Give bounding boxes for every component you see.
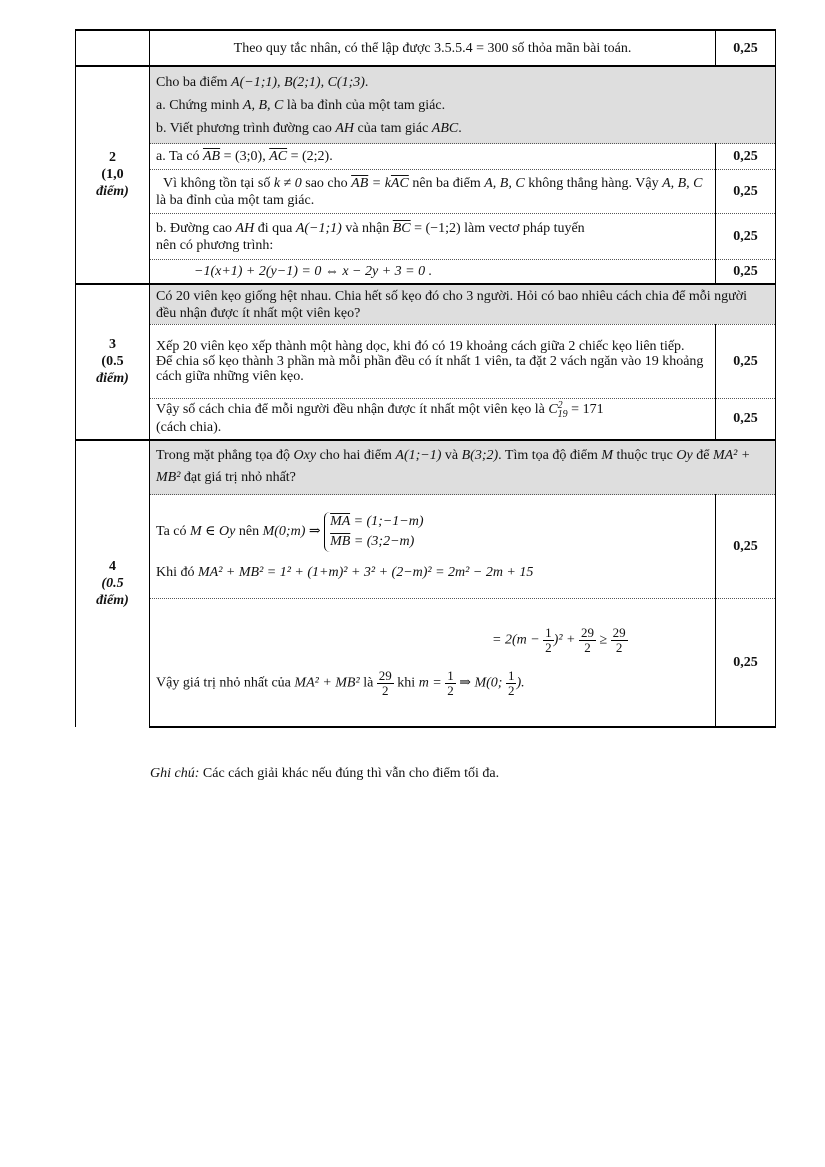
score-cell: 0,25 [716,260,776,284]
table-row [76,398,776,440]
question-number-3: 3 (0.5 điểm) [76,284,150,441]
solution-step: Vì không tồn tại số k ≠ 0 sao cho $\overline{AB} = k\overline{AC}$ nên ba điểm A, B, C không thẳng hàng. Vậy A, B, C là ba đỉnh của một tam giác. [150,170,716,214]
solution-equation: −1(x+1) + 2(y−1) = 0 ⇔ x − 2y + 3 = 0 . [150,260,716,284]
equation-system: $\overline{MA}$ = (1;−1−m) $\overline{MB}$ = (3;2−m) [324,512,423,552]
question-number-2: 2 (1,0 điểm) [76,66,150,284]
table-row [76,260,776,284]
table-row [76,66,776,144]
question-cell [76,30,150,66]
footnote: Ghi chú: Các cách giải khác nếu đúng thì vẫn cho điểm tối đa. [150,766,500,781]
solution-step: Xếp 20 viên kẹo xếp thành một hàng dọc, khi đó có 19 khoảng cách giữa 2 chiếc kẹo liên tiếp. Để chia số kẹo thành 3 phần mà mỗi phần đều có ít nhất 1 viên, ta đặt 2 vách ngăn vào 19 khoảng cách giữa những viên kẹo. [150,324,716,398]
table-row [76,30,776,66]
score-cell: 0,25 [716,30,776,66]
table-row [76,170,776,214]
score-cell: 0,25 [716,495,776,599]
table-row [76,440,776,495]
question-prompt: Trong mặt phẳng tọa độ Oxy cho hai điểm A(1;−1) và B(3;2). Tìm tọa độ điểm M thuộc trục Oy để MA² + MB² đạt giá trị nhỏ nhất? [150,440,776,495]
solution-step: b. Đường cao AH đi qua A(−1;1) và nhận $\overline{BC}$ = (−1;2) làm vectơ pháp tuyến nên có phương trình: [150,214,716,260]
solution-step: a. Ta có $\overline{AB}$ = (3;0), $\overline{AC}$ = (2;2). [150,144,716,170]
solution-step: Ta có M ∈ Oy nên M(0;m) ⇒ $\overline{MA}$ = (1;−1−m) $\overline{MB}$ = (3;2−m) Khi đó MA² + MB² = 1² + (1+m)² + 3² + (2−m)² = 2m² − 2m + 15 [150,495,716,599]
solution-cell: Theo quy tắc nhân, có thể lập được 3.5.5.4 = 300 số thỏa mãn bài toán. [150,30,716,66]
score-cell: 0,25 [716,214,776,260]
table-row [76,214,776,260]
table-row [76,144,776,170]
question-prompt: Có 20 viên kẹo giống hệt nhau. Chia hết số kẹo đó cho 3 người. Hỏi có bao nhiêu cách chia để mỗi người đều nhận được ít nhất một viên kẹo? [150,284,776,325]
table-row [76,599,776,727]
table-row [76,284,776,325]
answer-table [75,29,776,728]
answer-sheet [75,29,775,728]
table-row [76,495,776,599]
score-cell: 0,25 [716,144,776,170]
score-cell: 0,25 [716,599,776,727]
solution-step: = 2(m − $\frac{1}{2}$ )² + $\frac{29}{2}$ ≥ $\frac{29}{2}$ Vậy giá trị nhỏ nhất của MA² + MB² là $\frac{29}{2}$ khi m = $\frac{1}{2}$ ⇒ M(0; $\frac{1}{2}$ ). [150,599,716,727]
score-cell: 0,25 [716,398,776,440]
score-cell: 0,25 [716,170,776,214]
table-row [76,324,776,398]
solution-step: Vậy số cách chia để mỗi người đều nhận được ít nhất một viên kẹo là C 2 19 = 171 (cách chia). [150,398,716,440]
question-number-4: 4 (0.5 điểm) [76,440,150,727]
score-cell: 0,25 [716,324,776,398]
question-prompt: Cho ba điểm A(−1;1), B(2;1), C(1;3). a. Chứng minh A, B, C là ba đỉnh của một tam giác. b. Viết phương trình đường cao AH của tam giác ABC. [150,66,776,144]
